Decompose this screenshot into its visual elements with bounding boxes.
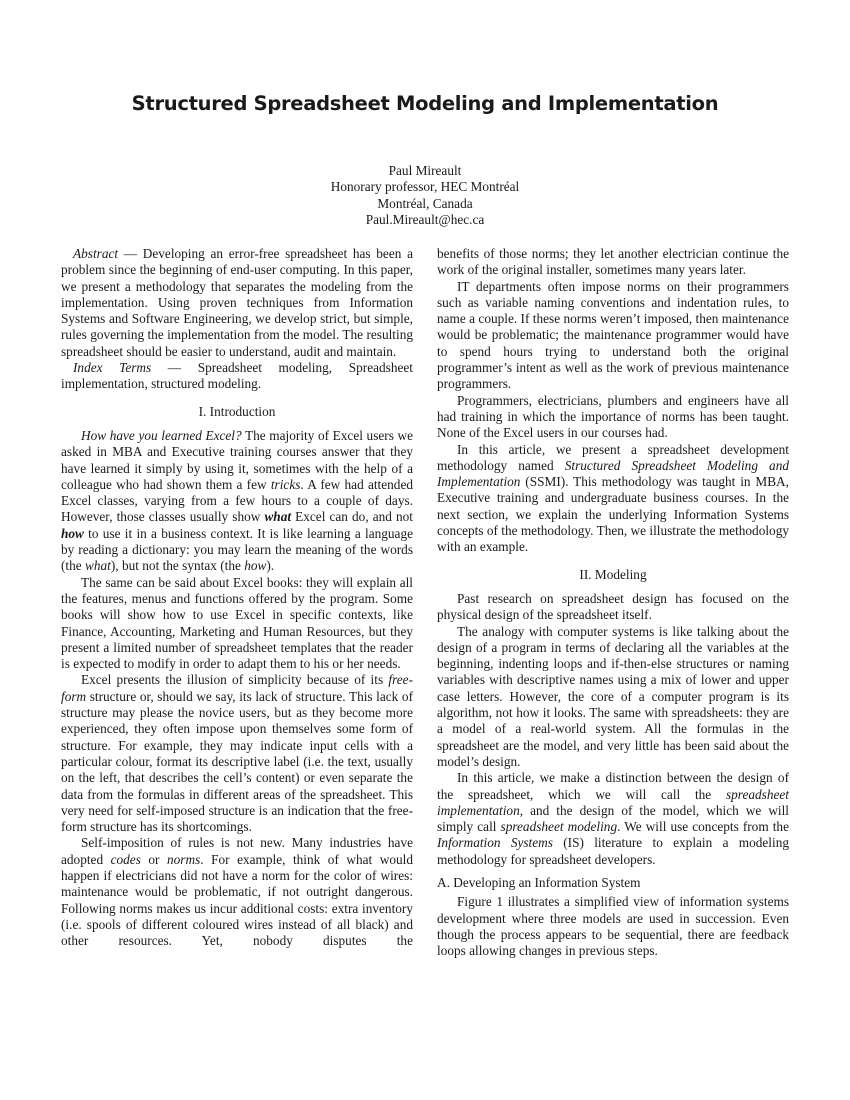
strong-emphasis: how bbox=[61, 525, 84, 541]
text-run: In this article, we make a distinction between the design of the spreadsheet, which we will call the bbox=[437, 770, 789, 802]
abstract-dash: — bbox=[118, 246, 143, 261]
intro-paragraph-7 bbox=[437, 442, 789, 556]
text-run: Excel can do, and not bbox=[291, 509, 414, 525]
intro-paragraph-1 bbox=[61, 428, 413, 575]
text-run: (SSMI). This methodology was taught in MBA, Executive training and undergraduate business courses. In the next section, we explain the underlying Information Systems concepts of the methodology. Then, we illustrate the methodology with an example. bbox=[437, 474, 789, 555]
section-heading-introduction: I. Introduction bbox=[198, 403, 276, 419]
index-terms-dash: — bbox=[151, 360, 198, 376]
index-terms-text: Spreadsheet modeling, Spreadsheet implementation, structured modeling. bbox=[61, 360, 413, 392]
emphasis: norms bbox=[167, 851, 201, 867]
strong-emphasis: what bbox=[264, 509, 292, 525]
right-column bbox=[437, 246, 789, 959]
abstract-text: Developing an error-free spreadsheet has been a problem since the beginning of end-user computing. In this paper, we present a methodology that separates the modeling from the implementation. Using proven techniques from Information Systems and Software Engineering, we develop strict, but simple, rules governing the implementation from the model. The resulting spreadsheet should be easier to understand, audit and maintain. bbox=[61, 246, 413, 359]
author-email: Paul.Mireault@hec.ca bbox=[365, 211, 485, 227]
intro-paragraph-3 bbox=[61, 672, 413, 835]
text-run: The majority of Excel users we asked in MBA and Executive training courses answer that they have learned it simply by using it, sometimes with the help of a colleague who had shown them a few bbox=[61, 427, 413, 492]
text-run: Self-imposition of rules is not new. Many industries have adopted bbox=[61, 835, 413, 867]
emphasis: spreadsheet implementation bbox=[437, 786, 789, 818]
text-run: , and the design of the model, which we will simply call bbox=[437, 802, 789, 835]
emphasis: free-form bbox=[61, 672, 413, 704]
author-name: Paul Mireault bbox=[388, 163, 462, 178]
intro-p1-question: How have you learned Excel? bbox=[81, 427, 242, 443]
index-terms-label: Index Terms bbox=[73, 360, 152, 376]
left-column bbox=[61, 246, 413, 949]
modeling-paragraph-3 bbox=[437, 770, 789, 868]
intro-paragraph-2: The same can be said about Excel books: they will explain all the features, menus and functions offered by the program. Some books will show how to use Excel in specific contexts, like Finance, Accounting, Marketing and Human Resources, but they present a limited number of spreadsheet templates that the reader is expected to modify in order to adapt them to his or her needs. bbox=[61, 574, 413, 672]
section-heading-modeling: II. Modeling bbox=[579, 566, 647, 582]
author-affiliation: Honorary professor, HEC Montréal bbox=[330, 179, 520, 195]
text-run: structure or, should we say, its lack of structure. This lack of structure may please the novice users, but as they become more experienced, they often impose upon themselves some form of structure. For example, they may indicate input cells with a particular colour, format its descriptive label (i.e. the text, usually on the left, that describes the cell’s content) or even separate the data from the formulas in different areas of the spreadsheet. This very need for self-imposed structure is an indication that the free-form structure has its shortcomings. bbox=[61, 688, 413, 835]
emphasis: codes bbox=[110, 851, 141, 867]
text-run: . We will use concepts from the bbox=[617, 819, 789, 835]
intro-paragraph-5: IT departments often impose norms on their programmers such as variable naming conventions and indentation rules, to name a couple. If these norms weren’t imposed, then maintenance would be problematic; the maintenance programmer would have to spend hours trying to understand both the original programmer’s intent as well as the work of previous maintenance programmers. bbox=[437, 278, 789, 392]
modeling-paragraph-2: The analogy with computer systems is like talking about the design of a program in terms of declaring all the variables at the beginning, indenting loops and if-then-else structures or naming variables with descriptive names using a mix of lower and upper case letters. However, the core of a computer program is its algorithm, not how it looks. The same with spreadsheets: they are a model of a real-world system. All the formulas in the spreadsheet are the model, and very little has been said about the model’s design. bbox=[437, 623, 789, 769]
author-location: Montréal, Canada bbox=[377, 195, 473, 211]
intro-paragraph-4-continued: benefits of those norms; they let another electrician continue the work of the original installer, sometimes many years later. bbox=[437, 246, 789, 278]
intro-paragraph-4 bbox=[61, 835, 413, 949]
emphasis: Information Systems bbox=[437, 835, 553, 851]
text-run: . For example, think of what would happen if electricians did not have a norm for the color of wires: maintenance would be problematic, if not outright dangerous. Following norms makes us incur additional costs: extra inventory (i.e. spools of different coloured wires instead of all black) and other resources. Yet, nobody disputes the bbox=[61, 851, 413, 949]
author-block bbox=[0, 163, 850, 228]
subsection-heading-developing-is: A. Developing an Information System bbox=[437, 874, 641, 890]
text-run: ), but not the syntax (the bbox=[110, 558, 245, 574]
subsection-a-paragraph-1: Figure 1 illustrates a simplified view of information systems development where three models are used in succession. Even though the process appears to be sequential, there are feedback loops allowing changes in previous steps. bbox=[437, 894, 789, 959]
text-run: to use it in a business context. It is like learning a language by reading a dictionary: you may learn the meaning of the words (the bbox=[61, 525, 413, 574]
text-run: In this article, we present a spreadsheet development methodology named bbox=[437, 441, 789, 473]
abstract-label: Abstract bbox=[73, 246, 119, 261]
paper-title: Structured Spreadsheet Modeling and Implementation bbox=[131, 92, 719, 115]
modeling-paragraph-1: Past research on spreadsheet design has focused on the physical design of the spreadsheet itself. bbox=[437, 590, 789, 623]
text-run: (IS) literature to explain a modeling methodology for spreadsheet developers. bbox=[437, 835, 789, 867]
text-run: or bbox=[140, 851, 167, 867]
emphasis: how bbox=[244, 558, 267, 574]
text-run: ). bbox=[266, 558, 275, 574]
text-run: Excel presents the illusion of simplicity because of its bbox=[81, 672, 389, 688]
emphasis: spreadsheet modeling bbox=[500, 819, 618, 835]
text-run: . A few had attended Excel classes, varying from a few hours to a couple of days. However, those classes usually show bbox=[61, 476, 413, 525]
index-terms-paragraph bbox=[61, 360, 413, 393]
emphasis: tricks bbox=[270, 476, 301, 492]
emphasis: what bbox=[85, 558, 111, 574]
intro-paragraph-6: Programmers, electricians, plumbers and engineers have all had training in which the importance of norms has been taught. None of the Excel users in our courses had. bbox=[437, 392, 789, 441]
abstract-paragraph bbox=[61, 246, 413, 360]
emphasis: Structured Spreadsheet Modeling and Implementation bbox=[437, 457, 789, 490]
